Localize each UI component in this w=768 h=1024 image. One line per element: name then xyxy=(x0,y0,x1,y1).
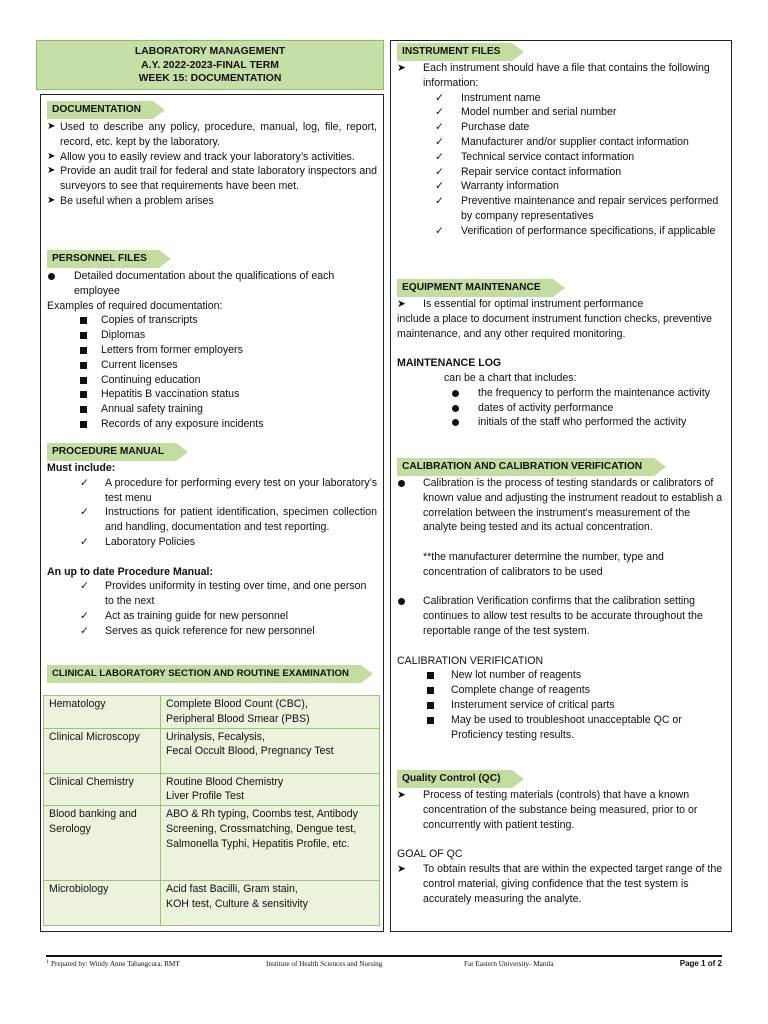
list-item: ✓ Serves as quick reference for new personnel xyxy=(80,624,315,637)
table-cell-exam xyxy=(161,696,380,729)
table-cell-section: Clinical Chemistry xyxy=(44,773,161,806)
list-item: ✓ Manufacturer and/or supplier contact information xyxy=(435,135,689,148)
calibration-note: **the manufacturer determine the number, type and concentration of calibrators to be used xyxy=(423,550,664,578)
list-item: ✓ Technical service contact information xyxy=(435,150,635,163)
right-column xyxy=(390,40,732,932)
bullet-icon xyxy=(398,480,405,487)
list-item: May be used to troubleshoot unacceptable QC or Proficiency testing results. xyxy=(397,713,725,743)
list-item: ➤ Be useful when a problem arises xyxy=(47,194,214,207)
calibration-heading: CALIBRATION AND CALIBRATION VERIFICATION xyxy=(397,458,654,476)
list-item: ✓ Verification of performance specifications, if applicable xyxy=(435,224,716,237)
list-item: ✓ Act as training guide for new personnel xyxy=(80,609,289,622)
table-row xyxy=(44,773,380,806)
list-item: Records of any exposure incidents xyxy=(47,417,377,432)
week-title: WEEK 15: DOCUMENTATION xyxy=(138,73,282,84)
clinical-section-heading: CLINICAL LABORATORY SECTION AND ROUTINE EXAMINATION xyxy=(47,665,361,683)
instrument-files-section xyxy=(397,43,725,239)
list-item: ✓ Model number and serial number xyxy=(435,106,617,119)
bullet-icon xyxy=(452,405,459,412)
left-column xyxy=(40,94,384,932)
list-item: initials of the staff who performed the activity xyxy=(397,415,725,430)
quality-control-section xyxy=(397,770,725,906)
table-row xyxy=(44,806,380,881)
document-header xyxy=(36,40,384,90)
list-item: ✓ Purchase date xyxy=(435,121,530,134)
table-row xyxy=(44,881,380,926)
clinical-table xyxy=(43,695,380,926)
personnel-files-heading: PERSONNEL FILES xyxy=(47,250,159,268)
equipment-maintenance-section xyxy=(397,279,725,430)
must-include-label: Must include: xyxy=(47,462,116,474)
list-item: Hepatitis B vaccination status xyxy=(47,387,377,402)
clinical-section xyxy=(47,665,377,683)
list-item: ✓ Laboratory Policies xyxy=(80,535,196,548)
page-number: Page 1 of 2 xyxy=(679,959,722,968)
equipment-description: include a place to document instrument function checks, preventive maintenance, and any other required monitoring. xyxy=(397,312,713,340)
table-cell-exam xyxy=(161,773,380,806)
list-item: Copies of transcripts xyxy=(47,313,377,328)
maintenance-log-intro: can be a chart that includes: xyxy=(444,371,577,384)
list-item: ✓ Preventive maintenance and repair services performed by company representatives xyxy=(435,195,719,222)
table-row xyxy=(44,728,380,773)
exam-line: Routine Blood Chemistry Liver Profile Test xyxy=(166,775,284,803)
list-item: New lot number of reagents xyxy=(397,668,725,683)
calibration-section xyxy=(397,458,725,742)
list-item: Annual safety training xyxy=(47,402,377,417)
exam-line: Acid fast Bacilli, Gram stain, KOH test, Culture & sensitivity xyxy=(166,883,308,910)
procedure-manual-section xyxy=(47,443,377,639)
list-item: ➤ Process of testing materials (controls) that have a known concentration of the substance being measured, prior to or concurrently with patient testing. xyxy=(397,789,698,831)
documentation-heading: DOCUMENTATION xyxy=(47,101,153,119)
table-cell-section: Blood banking and Serology xyxy=(44,806,161,881)
calibration-verification-title: CALIBRATION VERIFICATION xyxy=(397,654,544,667)
table-cell-exam xyxy=(161,881,380,926)
personnel-files-section xyxy=(47,250,377,432)
documentation-section xyxy=(47,101,377,209)
bullet-icon xyxy=(452,390,459,397)
list-item: ➤ Allow you to easily review and track your laboratory’s activities. xyxy=(47,150,355,163)
table-cell-section: Hematology xyxy=(44,696,161,729)
list-item: ✓ Provides uniformity in testing over time, and one person to the next xyxy=(80,580,367,608)
table-cell-exam xyxy=(161,728,380,773)
list-item: ➤ To obtain results that are within the expected target range of the control material, giving confidence that the test system is accurately measuring the analyte. xyxy=(397,862,723,905)
up-to-date-label: An up to date Procedure Manual: xyxy=(47,565,213,578)
goal-of-qc-title: GOAL OF QC xyxy=(397,848,463,861)
institute-name: Institute of Health Sciences and Nursing xyxy=(266,960,383,968)
bullet-icon xyxy=(398,598,405,605)
table-cell-exam: ABO & Rh typing, Coombs test, Antibody Screening, Crossmatching, Dengue test, Salmonella Typhi, Hepatitis Profile, etc. xyxy=(161,806,380,881)
page-footer xyxy=(46,955,722,969)
list-item: Letters from former employers xyxy=(47,343,377,358)
instrument-files-heading: INSTRUMENT FILES xyxy=(397,43,512,61)
list-item: ➤ Is essential for optimal instrument performance xyxy=(397,298,644,310)
footnote-marker: 1 xyxy=(46,959,49,965)
list-item: Detailed documentation about the qualifications of each employee xyxy=(47,269,377,299)
list-item: ✓ Warranty information xyxy=(435,180,559,193)
bullet-icon xyxy=(452,419,459,426)
exam-line: Urinalysis, Fecalysis, Fecal Occult Blood, Pregnancy Test xyxy=(166,730,334,758)
calibration-paragraph: Calibration is the process of testing standards or calibrators of known value and adjusting the instrument readout to establish a correlation between the instrument’s measurement of the analyte being tested and its actual concentration. xyxy=(397,476,725,535)
table-cell-section: Clinical Microscopy xyxy=(44,728,161,773)
quality-control-heading: Quality Control (QC) xyxy=(397,770,512,788)
course-title: LABORATORY MANAGEMENT xyxy=(134,46,286,57)
list-item: Continuing education xyxy=(47,373,377,388)
list-item: ✓ Instructions for patient identification, specimen collection and handling, documentation and test reporting. xyxy=(80,506,377,534)
list-item: ➤ Used to describe any policy, procedure, manual, log, file, report, record, etc. kept by the laboratory. xyxy=(47,121,377,148)
list-item: Current licenses xyxy=(47,358,377,373)
maintenance-log-title: MAINTENANCE LOG xyxy=(397,357,502,370)
list-item: Insterument service of critical parts xyxy=(397,698,725,713)
list-item: dates of activity performance xyxy=(397,401,725,416)
list-item: ✓ Repair service contact information xyxy=(435,165,622,178)
list-item: ✓ A procedure for performing every test on your laboratory’s test menu xyxy=(80,476,377,504)
academic-term: A.Y. 2022-2023-FINAL TERM xyxy=(141,59,279,71)
list-item: Diplomas xyxy=(47,328,377,343)
university-name: Far Eastern University- Manila xyxy=(464,960,554,968)
equipment-maintenance-heading: EQUIPMENT MAINTENANCE xyxy=(397,279,553,297)
exam-line: Complete Blood Count (CBC), Peripheral Blood Smear (PBS) xyxy=(166,698,310,725)
list-item: ➤ Each instrument should have a file that contains the following information: xyxy=(397,62,710,89)
table-row xyxy=(44,696,380,729)
examples-label: Examples of required documentation: xyxy=(47,299,223,312)
procedure-manual-heading: PROCEDURE MANUAL xyxy=(47,443,176,461)
calibration-verification-paragraph: Calibration Verification confirms that the calibration setting continues to allow test results to be accurate throughout the reportable range of the test system. xyxy=(397,594,725,638)
prepared-by: Prepared by: Windy Anne Tabangcura, RMT xyxy=(51,960,180,968)
list-item: Complete change of reagents xyxy=(397,683,725,698)
list-item: ➤ Provide an audit trail for federal and state laboratory inspectors and surveyors to see that requirements have been met. xyxy=(47,165,377,193)
list-item: ✓ Instrument name xyxy=(435,91,541,104)
list-item: the frequency to perform the maintenance activity xyxy=(397,386,725,401)
table-cell-section: Microbiology xyxy=(44,881,161,926)
bullet-icon xyxy=(48,273,55,280)
